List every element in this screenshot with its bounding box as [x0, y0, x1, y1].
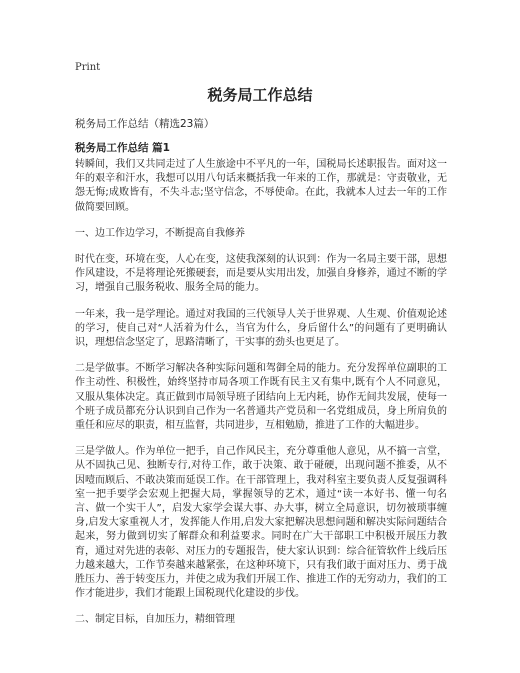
print-label: Print	[75, 62, 101, 73]
paragraph-3: 一年来，我一是学理论。通过对我国的三代领导人关于世界观、人生观、价值观论述的学习，使自己对“人活着为什么，当官为什么，身后留什么”的问题有了更明确认识，理想信念坚定了，思路清晰了，干实事的劲头也更足了。	[75, 308, 447, 349]
section-heading: 税务局工作总结 篇1	[75, 142, 170, 154]
subheading-1: 一、边工作边学习，不断提高自我修养	[75, 227, 245, 239]
document-body	[75, 158, 447, 640]
paragraph-5: 三是学做人。作为单位一把手，自己作风民主，充分尊重他人意见，从不搞一言堂，从不固执己见、独断专行,对待工作，敢于决策、敢于碰硬，出现问题不推委，从不因噎而顾后、不敢决策而延误工作。在干部管理上，我对科室主要负责人反复强调科室一把手要学会宏观上把握大局，掌握领导的艺术，通过“读一本好书、懂一句名言、做一个实干人”，启发大家学会谋大事、办大事，树立全局意识，切勿被琐事缠身,启发大家重视人才，发挥能人作用,启发大家把解决思想问题和解决实际问题结合起来，努力做到切实了解群众和利益要求。同时在广大干部职工中积极开展压力教育，通过对先进的表彰、对压力的专题报告，使大家认识到：综合征管软件上线后压力越来越大，工作节奏越来越紧张，在这种环境下，只有我们敢于面对压力、勇于战胜压力、善于转变压力，并使之成为我们开展工作、推进工作的无穷动力，我们的工作才能进步，我们才能跟上国税现代化建设的步伐。	[75, 446, 447, 600]
paragraph-intro: 转瞬间，我们又共同走过了人生旅途中不平凡的一年，国税局长述职报告。面对这一年的艰辛和汗水，我想可以用八句话来概括我一年来的工作，那就是：守责敬业，无怨无悔;成败皆有，不失斗志;坚守信念，不辱使命。在此，我就本人过去一年的工作做简要回顾。	[75, 159, 447, 213]
paragraph-4: 二是学做事。不断学习解决各种实际问题和驾御全局的能力。充分发挥单位副职的工作主动性、积极性，始终坚持市局各项工作既有民主又有集中,既有个人不同意见，又服从集体决定。真正做到市局领导班子团结向上无内耗，协作无间共发展，使每一个班子成员都充分认识到自己作为一名普通共产党员和一名党组成员，身上所肩负的重任和应尽的职责，相互监督，共同进步，互相勉励，推进了工作的大幅进步。	[75, 363, 447, 432]
document-title: 税务局工作总结	[207, 86, 313, 104]
paragraph-2: 时代在变，环境在变，人心在变，这使我深刻的认识到：作为一名局主要干部，思想作风建设，不是将理论死搬硬套，而是要从实用出发，加强自身修养，通过不断的学习，增强自己服务税收、服务全局的能力。	[75, 254, 447, 294]
document-subtitle: 税务局工作总结（精选23篇）	[75, 118, 215, 130]
subheading-2: 二、制定目标，自加压力，精细管理	[75, 614, 235, 626]
